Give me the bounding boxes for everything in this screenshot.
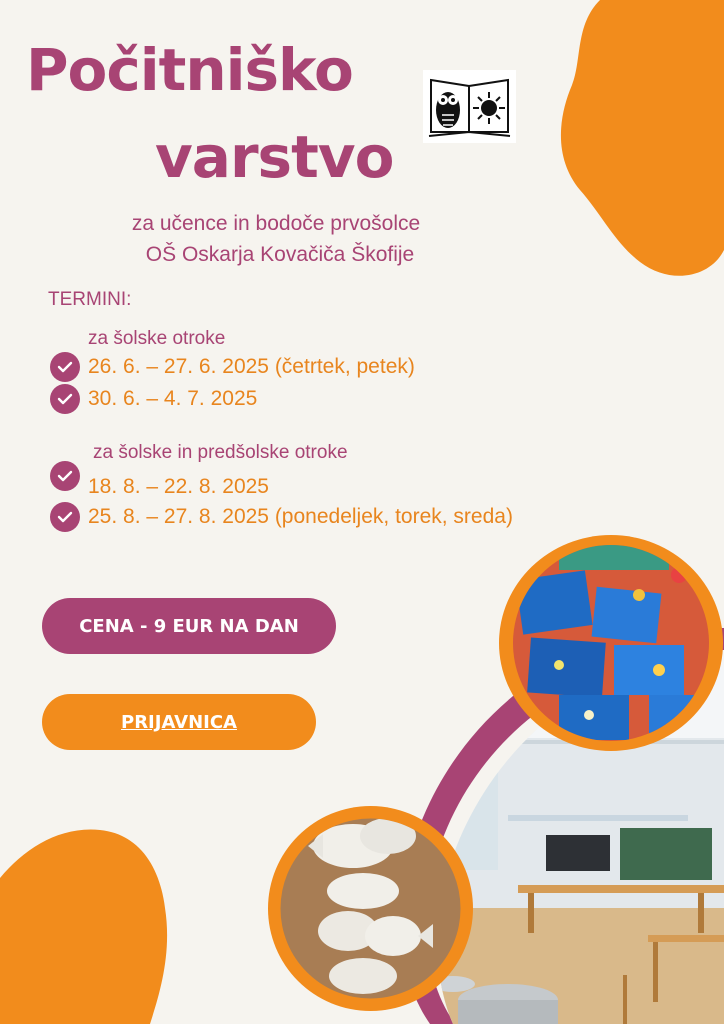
- term-date: 30. 6. – 4. 7. 2025: [88, 387, 258, 410]
- subtitle-line-1: za učence in bodoče prvošolce: [131, 212, 421, 235]
- check-icon: [50, 502, 80, 532]
- group-label-school: za šolske otroke: [88, 328, 226, 349]
- check-icon: [50, 461, 80, 491]
- term-date: 25. 8. – 27. 8. 2025 (ponedeljek, torek, sreda): [88, 505, 513, 528]
- term-date: 26. 6. – 27. 6. 2025 (četrtek, petek): [88, 355, 415, 378]
- terms-label: TERMINI:: [48, 289, 132, 310]
- fish-craft-photo: [268, 806, 473, 1011]
- term-date: 18. 8. – 22. 8. 2025: [88, 475, 269, 498]
- decorative-blob-top-right: [560, 0, 724, 282]
- term-row: [50, 461, 269, 498]
- title-line-2: varstvo: [155, 123, 394, 191]
- price-badge: CENA - 9 EUR NA DAN: [42, 598, 336, 654]
- term-row: [50, 502, 513, 532]
- owl-book-logo: [423, 70, 516, 143]
- decorative-blob-bottom-left: [0, 828, 175, 1024]
- term-row: [50, 352, 415, 382]
- subtitle-line-2: OŠ Oskarja Kovačiča Škofije: [145, 243, 415, 266]
- check-icon: [50, 384, 80, 414]
- signup-button[interactable]: PRIJAVNICA: [42, 694, 316, 750]
- crafts-photo: [499, 535, 723, 751]
- term-row: [50, 384, 257, 414]
- title-line-1: Počitniško: [26, 36, 353, 104]
- check-icon: [50, 352, 80, 382]
- group-label-school-preschool: za šolske in predšolske otroke: [93, 442, 348, 463]
